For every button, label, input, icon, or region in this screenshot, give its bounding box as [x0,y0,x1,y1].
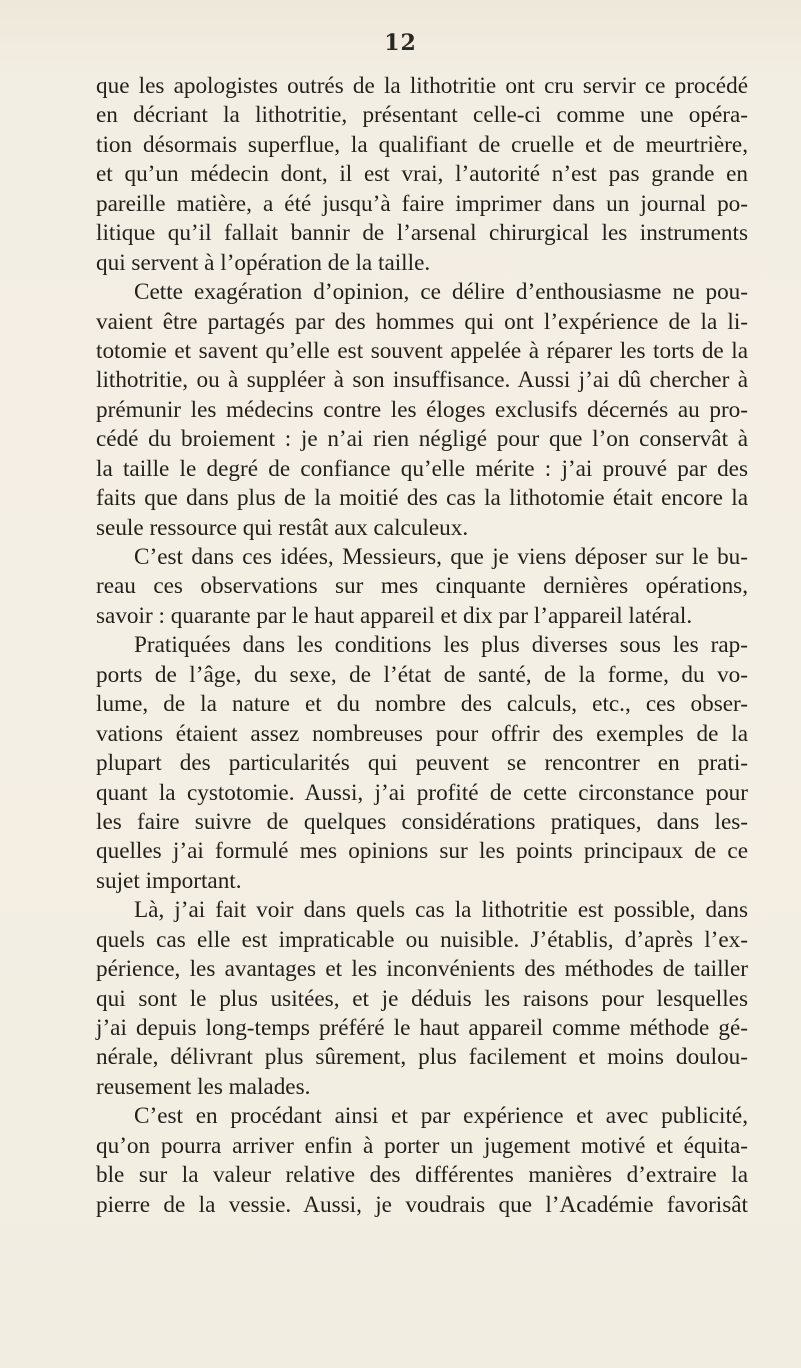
text-line: quels cas elle est impraticable ou nuisible. J’établis, d’après l’ex- [96,926,748,953]
paragraph [96,72,748,278]
text-line: et qu’un médecin dont, il est vrai, l’autorité n’est pas grande en [96,161,748,188]
text-line: reusement les malades. [96,1073,311,1100]
page-number: 12 [384,30,417,56]
text-line: la taille le degré de confiance qu’elle mérite : j’ai prouvé par des [96,455,748,482]
paragraph [96,543,748,631]
text-line: que les apologistes outrés de la lithotritie ont cru servir ce procédé [96,73,748,99]
text-line: tion désormais superflue, la qualifiant de cruelle et de meurtrière, [96,131,748,158]
text-line: C’est dans ces idées, Messieurs, que je viens déposer sur le bu- [134,544,748,570]
text-line: lithotritie, ou à suppléer à son insuffisance. Aussi j’ai dû chercher à [96,367,748,394]
text-line: qui servent à l’opération de la taille. [96,249,431,276]
text-line: quant la cystotomie. Aussi, j’ai profité de cette circonstance pour [96,779,748,806]
text-line: ports de l’âge, du sexe, de l’état de santé, de la forme, du vo- [96,661,748,688]
text-line: périence, les avantages et les inconvénients des méthodes de tailler [96,956,748,983]
text-line: pareille matière, a été jusqu’à faire imprimer dans un journal po- [96,190,748,217]
paragraph [96,1102,748,1220]
text-line: reau ces observations sur mes cinquante dernières opérations, [96,573,748,600]
text-line: vaient être partagés par des hommes qui ont l’expérience de la li- [96,308,748,335]
text-line: les faire suivre de quelques considérations pratiques, dans les- [96,808,748,835]
text-line: lume, de la nature et du nombre des calculs, etc., ces obser- [96,691,748,718]
paragraph [96,278,748,543]
paragraph [96,896,748,1102]
text-line: plupart des particularités qui peuvent se rencontrer en prati- [96,750,748,777]
text-line: prémunir les médecins contre les éloges exclusifs décernés au pro- [96,396,748,423]
text-line: Pratiquées dans les conditions les plus diverses sous les rap- [134,632,748,659]
text-line: C’est en procédant ainsi et par expérience et avec publicité, [134,1103,748,1130]
text-line: totomie et savent qu’elle est souvent appelée à réparer les torts de la [96,337,748,364]
text-line: seule ressource qui restât aux calculeux. [96,514,469,541]
text-line: en décriant la lithotritie, présentant celle-ci comme une opéra- [96,102,748,129]
text-line: savoir : quarante par le haut appareil et dix par l’appareil latéral. [96,602,693,629]
text-line: cédé du broiement : je n’ai rien négligé pour que l’on conservât à [96,426,748,453]
text-line: faits que dans plus de la moitié des cas la lithotomie était encore la [96,485,748,512]
text-line: j’ai depuis long-temps préféré le haut appareil comme méthode gé- [96,1015,748,1041]
text-line: sujet important. [96,867,242,894]
text-line: quelles j’ai formulé mes opinions sur les points principaux de ce [96,838,748,865]
text-line: Cette exagération d’opinion, ce délire d’enthousiasme ne pou- [134,279,748,306]
paragraph [96,631,748,896]
text-line: litique qu’il fallait bannir de l’arsenal chirurgical les instruments [96,220,748,247]
text-line: qu’on pourra arriver enfin à porter un jugement motivé et équita- [96,1132,748,1159]
text-line: Là, j’ai fait voir dans quels cas la lithotritie est possible, dans [134,897,748,924]
text-line: nérale, délivrant plus sûrement, plus facilement et moins doulou- [96,1044,748,1071]
text-line: ble sur la valeur relative des différentes manières d’extraire la [96,1162,748,1189]
text-line: qui sont le plus usitées, et je déduis les raisons pour lesquelles [96,985,748,1012]
body-text [96,72,748,1220]
text-line: vations étaient assez nombreuses pour offrir des exemples de la [96,720,748,747]
text-line: pierre de la vessie. Aussi, je voudrais que l’Académie favorisât [96,1191,748,1218]
